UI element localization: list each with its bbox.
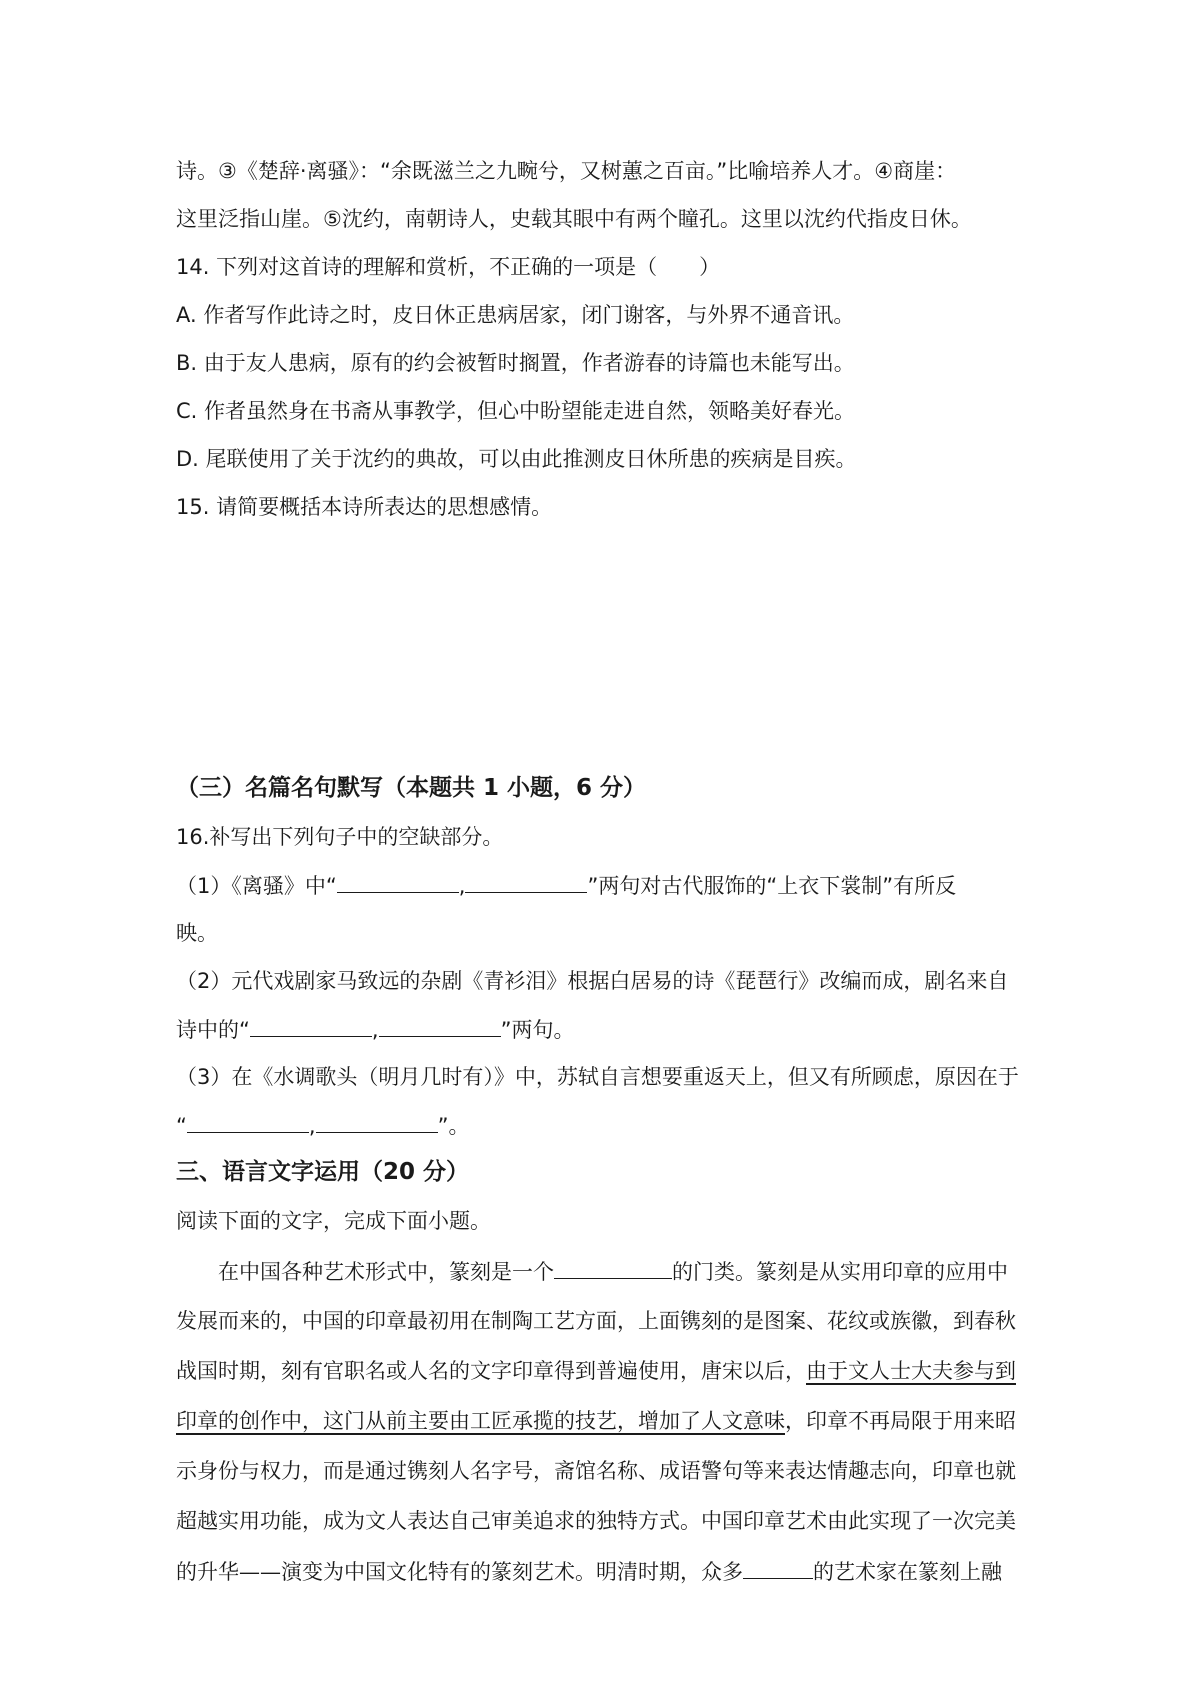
comma: ,	[371, 1018, 379, 1042]
note-line-1: 诗。③《楚辞·离骚》：“余既滋兰之九畹兮，又树蕙之百亩。”比喻培养人才。④商崖：	[176, 159, 957, 183]
passage-text: ，印章不再局限于用来昭	[785, 1409, 1016, 1433]
q16-item-1-suffix: ”两句对古代服饰的“上衣下裳制”有所反	[587, 874, 957, 898]
answer-blank[interactable]	[250, 1014, 372, 1037]
q14-option-d: D. 尾联使用了关于沈约的典故，可以由此推测皮日休所患的疾病是目疾。	[176, 447, 857, 471]
q16-item-2-prefix: 诗中的“	[176, 1018, 250, 1042]
passage-line-4	[176, 1406, 1036, 1436]
underlined-sentence: 由于文人士大夫参与到	[806, 1359, 1016, 1383]
answer-blank[interactable]	[316, 1110, 438, 1133]
q16-item-2-suffix: ”两句。	[500, 1018, 575, 1042]
note-line-2: 这里泛指山崖。⑤沈约，南朝诗人，史载其眼中有两个瞳孔。这里以沈约代指皮日休。	[176, 207, 972, 231]
passage-text: 在中国各种艺术形式中，篆刻是一个	[218, 1260, 554, 1284]
answer-blank[interactable]	[554, 1256, 672, 1279]
answer-blank[interactable]	[187, 1110, 309, 1133]
passage-text: 的艺术家在篆刻上融	[813, 1560, 1002, 1584]
q16-item-2: （2）元代戏剧家马致远的杂剧《青衫泪》根据白居易的诗《琵琶行》改编而成，剧名来自	[176, 969, 1009, 993]
section3-instruction: 阅读下面的文字，完成下面小题。	[176, 1209, 491, 1233]
passage-line-6: 超越实用功能，成为文人表达自己审美追求的独特方式。中国印章艺术由此实现了一次完美	[176, 1509, 1016, 1533]
q14-option-a: A. 作者写作此诗之时，皮日休正患病居家，闭门谢客，与外界不通音讯。	[176, 303, 855, 327]
q16-item-2-cont	[176, 1014, 1036, 1045]
answer-blank[interactable]	[465, 870, 587, 893]
section3-heading: 三、语言文字运用（20 分）	[176, 1159, 470, 1185]
section3-sub-heading: （三）名篇名句默写（本题共 1 小题，6 分）	[176, 775, 647, 801]
passage-text: 的门类。篆刻是从实用印章的应用中	[672, 1260, 1008, 1284]
q16-item-1-cont: 映。	[176, 921, 218, 945]
q16-stem: 16.补写出下列句子中的空缺部分。	[176, 825, 504, 849]
passage-text: 的升华——演变为中国文化特有的篆刻艺术。明清时期，众多	[176, 1560, 743, 1584]
q16-item-3: （3）在《水调歌头（明月几时有）》中，苏轼自言想要重返天上，但又有所顾虑，原因在于	[176, 1065, 1019, 1089]
answer-blank[interactable]	[337, 870, 459, 893]
passage-text: 战国时期，刻有官职名或人名的文字印章得到普遍使用，唐宋以后，	[176, 1359, 806, 1383]
answer-blank[interactable]	[743, 1556, 813, 1579]
passage-line-1	[218, 1256, 1078, 1287]
q16-item-3-cont	[176, 1110, 1036, 1141]
q14-option-b: B. 由于友人患病，原有的约会被暂时搁置，作者游春的诗篇也未能写出。	[176, 351, 855, 375]
passage-line-3	[176, 1356, 1036, 1386]
answer-blank[interactable]	[379, 1014, 501, 1037]
q14-option-c: C. 作者虽然身在书斋从事教学，但心中盼望能走进自然，领略美好春光。	[176, 399, 856, 423]
q16-item-3-suffix: ”。	[437, 1114, 470, 1138]
q16-item-3-prefix: “	[176, 1114, 187, 1138]
comma: ,	[308, 1114, 316, 1138]
q15-stem: 15. 请简要概括本诗所表达的思想感情。	[176, 495, 553, 519]
passage-line-7	[176, 1556, 1036, 1587]
underlined-sentence: 印章的创作中，这门从前主要由工匠承揽的技艺，增加了人文意味	[176, 1409, 785, 1433]
q16-item-1-prefix: （1）《离骚》中“	[176, 874, 337, 898]
comma: ,	[458, 874, 466, 898]
q14-stem: 14. 下列对这首诗的理解和赏析，不正确的一项是（ ）	[176, 255, 721, 279]
q16-item-1	[176, 870, 1036, 901]
passage-line-5: 示身份与权力，而是通过镌刻人名字号，斋馆名称、成语警句等来表达情趣志向，印章也就	[176, 1459, 1016, 1483]
passage-line-2: 发展而来的，中国的印章最初用在制陶工艺方面，上面镌刻的是图案、花纹或族徽，到春秋	[176, 1309, 1016, 1333]
